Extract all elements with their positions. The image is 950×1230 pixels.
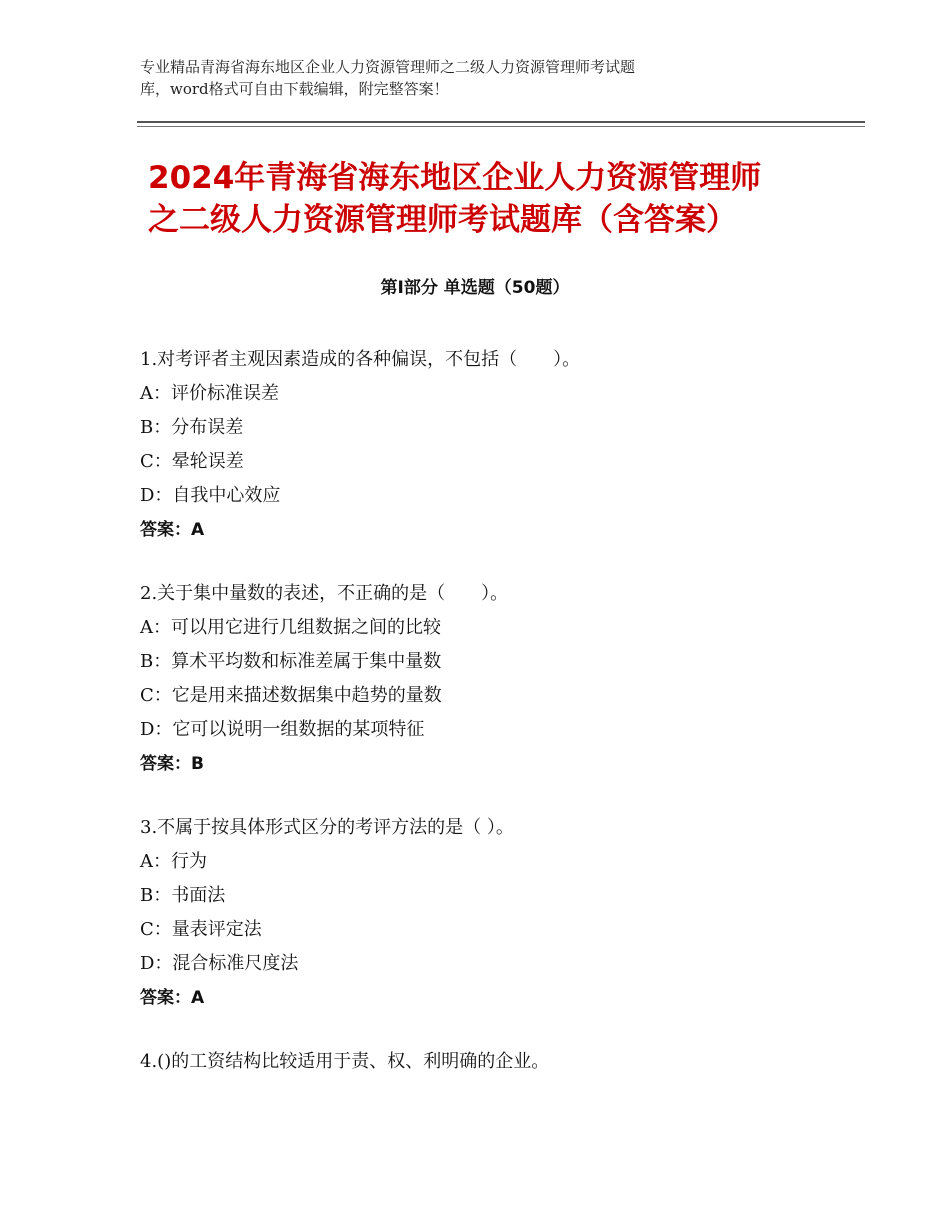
option-a: A：行为 (140, 851, 207, 872)
header-divider-thick (137, 121, 865, 123)
question-stem: 1.对考评者主观因素造成的各种偏误，不包括（ ）。 (140, 349, 581, 370)
option-c: C：它是用来描述数据集中趋势的量数 (140, 685, 442, 706)
question-stem: 3.不属于按具体形式区分的考评方法的是（ ）。 (140, 817, 514, 838)
option-c: C：量表评定法 (140, 919, 262, 940)
question-3 (140, 811, 860, 1015)
question-list (140, 343, 860, 1109)
question-stem: 2.关于集中量数的表述，不正确的是（ ）。 (140, 583, 509, 604)
question-1 (140, 343, 860, 547)
option-d: D：它可以说明一组数据的某项特征 (140, 719, 425, 740)
option-b: B：书面法 (140, 885, 226, 906)
header-note-line-2: 库，word格式可自由下载编辑，附完整答案！ (140, 80, 449, 98)
question-2 (140, 577, 860, 781)
option-d: D：混合标准尺度法 (140, 953, 299, 974)
question-stem: 4.()的工资结构比较适用于责、权、利明确的企业。 (140, 1051, 550, 1072)
document-title-line-1: 2024年青海省海东地区企业人力资源管理师 (148, 160, 762, 196)
answer-line: 答案：B (140, 754, 204, 774)
option-b: B：算术平均数和标准差属于集中量数 (140, 651, 442, 672)
header-divider-thin (137, 126, 865, 127)
section-heading: 第Ⅰ部分 单选题（50题） (380, 278, 570, 298)
document-title (148, 157, 848, 241)
option-a: A：评价标准误差 (140, 383, 279, 404)
answer-line: 答案：A (140, 988, 205, 1008)
option-b: B：分布误差 (140, 417, 244, 438)
document-title-line-2: 之二级人力资源管理师考试题库（含答案） (148, 202, 737, 238)
header-note-line-1: 专业精品青海省海东地区企业人力资源管理师之二级人力资源管理师考试题 (140, 58, 636, 76)
option-c: C：晕轮误差 (140, 451, 244, 472)
header-note (140, 56, 860, 100)
question-4 (140, 1045, 860, 1079)
option-d: D：自我中心效应 (140, 485, 281, 506)
answer-line: 答案：A (140, 520, 205, 540)
option-a: A：可以用它进行几组数据之间的比较 (140, 617, 441, 638)
